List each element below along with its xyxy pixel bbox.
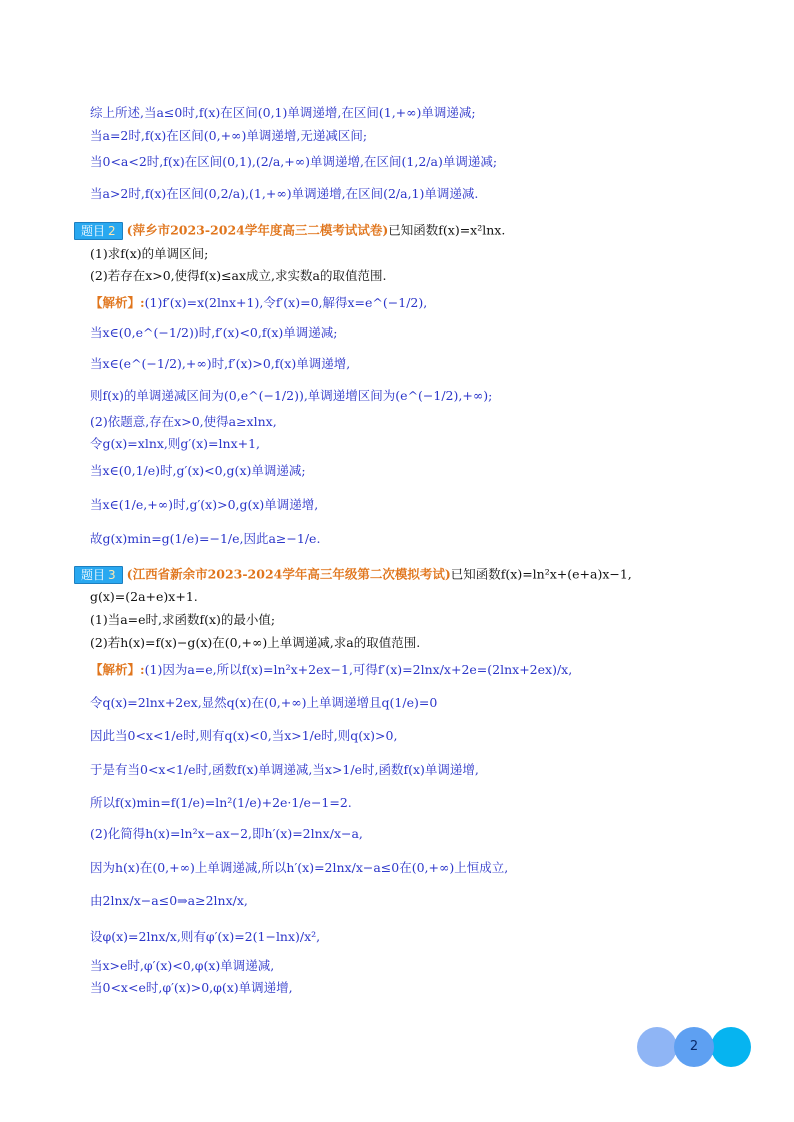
q2-solution-line-8: 当x∈(1/e,+∞)时,g′(x)>0,g(x)单调递增, <box>90 497 319 512</box>
q2-solution-line-6: 令g(x)=xlnx,则g′(x)=lnx+1, <box>90 436 261 451</box>
q3-solution-line-9: 设φ(x)=2lnx/x,则有φ′(x)=2(1−lnx)/x², <box>90 929 321 944</box>
solution-label: 【解析】: <box>90 295 145 310</box>
page-number-badge <box>637 1027 751 1067</box>
question-3-stem-2: g(x)=(2a+e)x+1. <box>90 589 198 604</box>
q3-solution-line-6: (2)化简得h(x)=ln²x−ax−2,即h′(x)=2lnx/x−a, <box>90 826 363 841</box>
question-source: (江西省新余市2023-2024学年高三年级第二次模拟考试) <box>126 566 451 582</box>
summary-line-1: 综上所述,当a≤0时,f(x)在区间(0,1)单调递增,在区间(1,+∞)单调递减; <box>90 105 476 120</box>
summary-line-4: 当a>2时,f(x)在区间(0,2/a),(1,+∞)单调递增,在区间(2/a,1)单调递减. <box>90 186 479 201</box>
q3-solution-line-11: 当0<x<e时,φ′(x)>0,φ(x)单调递增, <box>90 980 293 995</box>
question-tag: 题目 2 <box>74 222 123 240</box>
summary-line-3: 当0<a<2时,f(x)在区间(0,1),(2/a,+∞)单调递增,在区间(1,2/a)单调递减; <box>90 154 498 169</box>
q2-solution-line-3: 当x∈(e^(−1/2),+∞)时,f′(x)>0,f(x)单调递增, <box>90 356 351 371</box>
badge-circle-right <box>711 1027 751 1067</box>
question-3-part-2: (2)若h(x)=f(x)−g(x)在(0,+∞)上单调递减,求a的取值范围. <box>90 635 421 650</box>
question-stem: 已知函数f(x)=ln²x+(e+a)x−1, <box>450 566 632 582</box>
q2-solution-line-4: 则f(x)的单调递减区间为(0,e^(−1/2)),单调递增区间为(e^(−1/2),+∞); <box>90 388 493 403</box>
q2-solution-line-7: 当x∈(0,1/e)时,g′(x)<0,g(x)单调递减; <box>90 463 306 478</box>
q3-solution-line-1: 【解析】:(1)因为a=e,所以f(x)=ln²x+2ex−1,可得f′(x)=2lnx/x+2e=(2lnx+2ex)/x, <box>90 662 573 677</box>
q3-solution-line-5: 所以f(x)min=f(1/e)=ln²(1/e)+2e·1/e−1=2. <box>90 795 352 810</box>
q3-solution-line-4: 于是有当0<x<1/e时,函数f(x)单调递减,当x>1/e时,函数f(x)单调递增, <box>90 762 479 777</box>
question-source: (萍乡市2023-2024学年度高三二模考试试卷) <box>126 222 389 238</box>
q2-solution-line-1: 【解析】:(1)f′(x)=x(2lnx+1),令f′(x)=0,解得x=e^(−1/2), <box>90 295 428 310</box>
badge-circle-left <box>637 1027 677 1067</box>
q3-solution-line-10: 当x>e时,φ′(x)<0,φ(x)单调递减, <box>90 958 275 973</box>
question-2-header <box>74 222 505 240</box>
q3-solution-line-8: 由2lnx/x−a≤0⇒a≥2lnx/x, <box>90 893 248 908</box>
question-tag: 题目 3 <box>74 566 123 584</box>
solution-label: 【解析】: <box>90 662 145 677</box>
q3-solution-line-3: 因此当0<x<1/e时,则有q(x)<0,当x>1/e时,则q(x)>0, <box>90 728 398 743</box>
q2-solution-line-9: 故g(x)min=g(1/e)=−1/e,因此a≥−1/e. <box>90 531 321 546</box>
question-2-part-2: (2)若存在x>0,使得f(x)≤ax成立,求实数a的取值范围. <box>90 268 387 283</box>
page-number: 2 <box>689 1039 699 1054</box>
question-stem: 已知函数f(x)=x²lnx. <box>388 222 506 238</box>
question-3-part-1: (1)当a=e时,求函数f(x)的最小值; <box>90 612 276 627</box>
q3-solution-line-2: 令q(x)=2lnx+2ex,显然q(x)在(0,+∞)上单调递增且q(1/e)=0 <box>90 695 438 710</box>
q3-solution-line-7: 因为h(x)在(0,+∞)上单调递减,所以h′(x)=2lnx/x−a≤0在(0,+∞)上恒成立, <box>90 860 509 875</box>
q2-solution-line-2: 当x∈(0,e^(−1/2))时,f′(x)<0,f(x)单调递减; <box>90 325 338 340</box>
question-2-part-1: (1)求f(x)的单调区间; <box>90 246 209 261</box>
summary-line-2: 当a=2时,f(x)在区间(0,+∞)单调递增,无递减区间; <box>90 128 368 143</box>
q2-solution-line-5: (2)依题意,存在x>0,使得a≥xlnx, <box>90 414 277 429</box>
question-3-header <box>74 566 632 584</box>
